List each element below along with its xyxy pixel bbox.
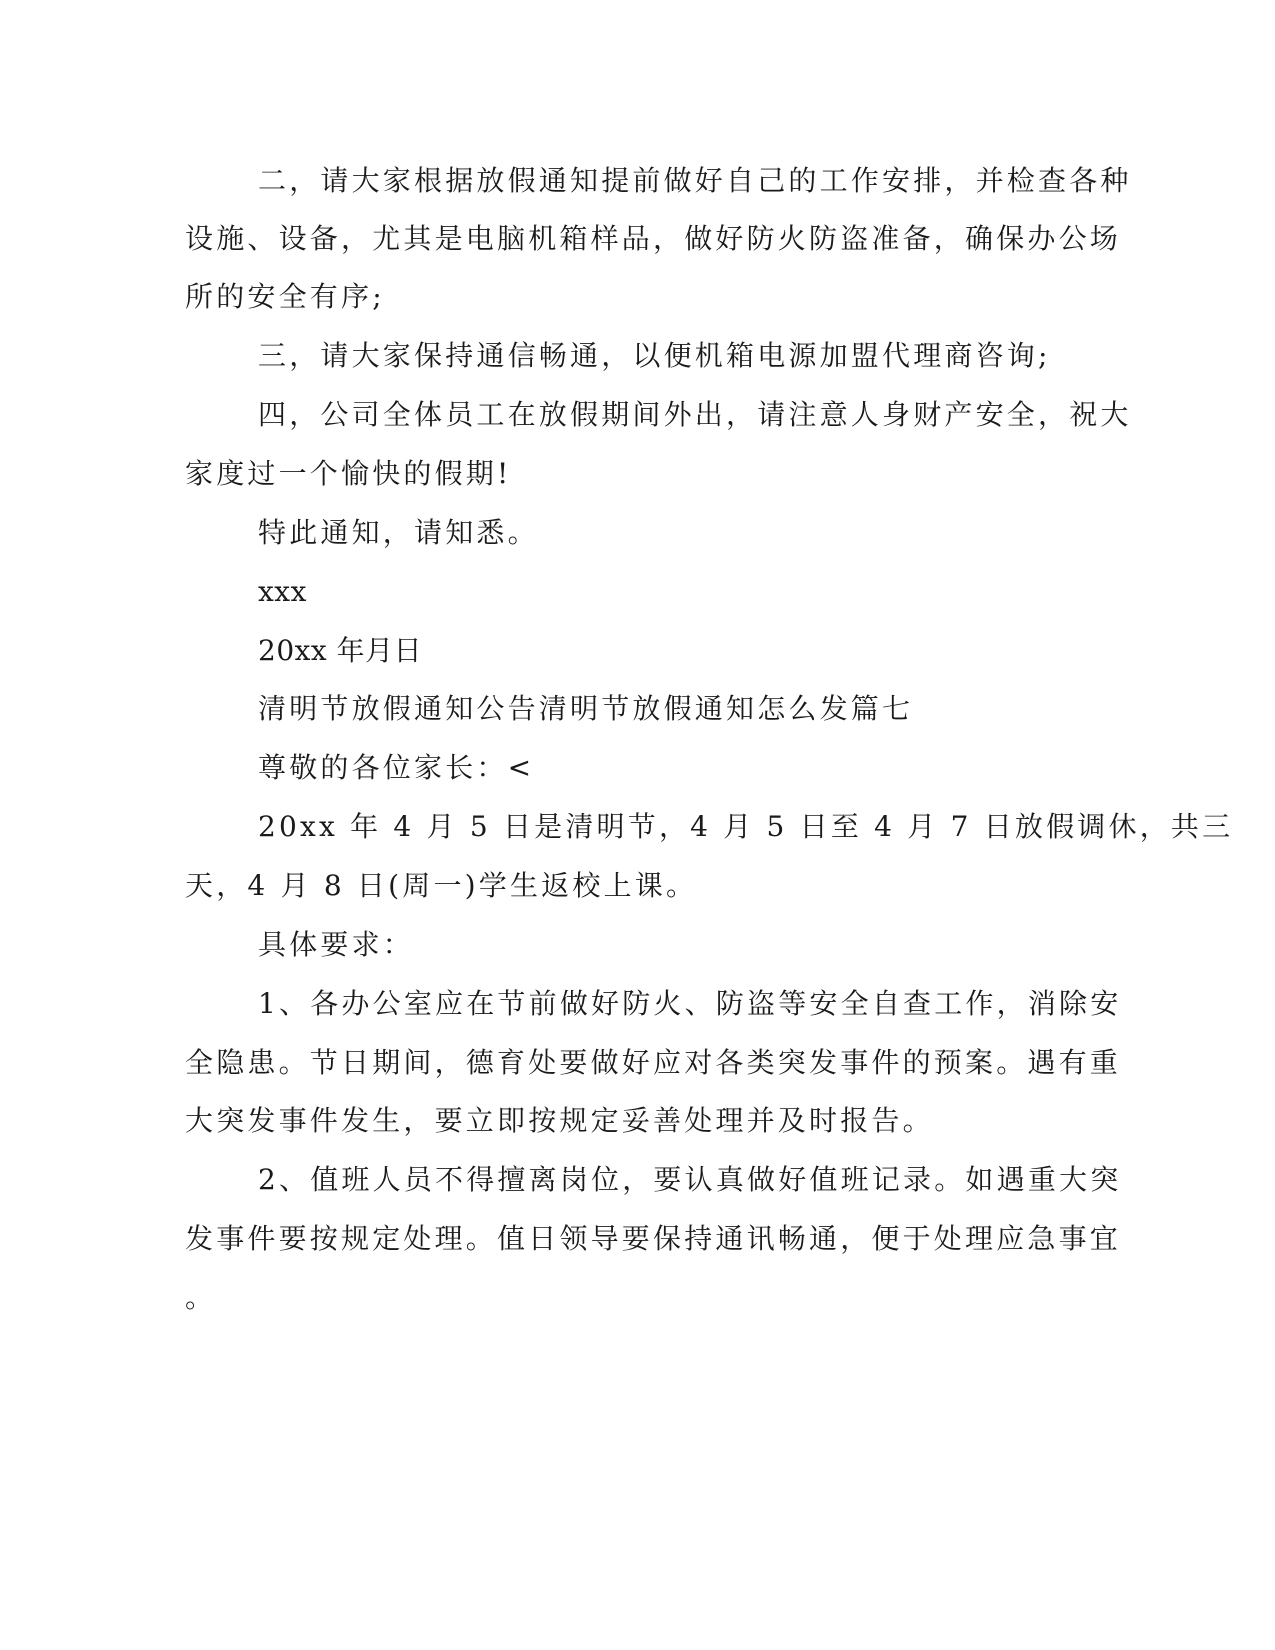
paragraph-four-line-2: 家度过一个愉快的假期! — [185, 457, 512, 490]
paragraph-four-line-1: 四，公司全体员工在放假期间外出，请注意人身财产安全，祝大 — [258, 398, 1132, 431]
requirement-1-line-2: 全隐患。节日期间，德育处要做好应对各类突发事件的预案。遇有重 — [185, 1046, 1122, 1079]
requirement-1-line-1: 1、各办公室应在节前做好防火、防盗等安全自查工作，消除安 — [258, 987, 1122, 1020]
salutation: 尊敬的各位家长：< — [258, 751, 535, 784]
section-heading: 清明节放假通知公告清明节放假通知怎么发篇七 — [258, 692, 914, 725]
signature: xxx — [258, 575, 307, 608]
holiday-dates-line-2: 天，4 月 8 日(周一)学生返校上课。 — [185, 869, 698, 902]
holiday-dates-line-1: 20xx 年 4 月 5 日是清明节，4 月 5 日至 4 月 7 日放假调休，共三 — [258, 810, 1234, 843]
notice-closing: 特此通知，请知悉。 — [258, 516, 539, 549]
requirement-2-line-1: 2、值班人员不得擅离岗位，要认真做好值班记录。如遇重大突 — [258, 1163, 1122, 1196]
requirement-1-line-3: 大突发事件发生，要立即按规定妥善处理并及时报告。 — [185, 1104, 934, 1137]
paragraph-two-line-2: 设施、设备，尤其是电脑机箱样品，做好防火防盗准备，确保办公场 — [185, 222, 1122, 255]
date-line: 20xx 年月日 — [258, 634, 423, 667]
requirement-2-line-3: 。 — [185, 1281, 217, 1314]
requirement-2-line-2: 发事件要按规定处理。值日领导要保持通讯畅通，便于处理应急事宜 — [185, 1222, 1122, 1255]
paragraph-three: 三，请大家保持通信畅通，以便机箱电源加盟代理商咨询; — [258, 339, 1051, 372]
requirements-heading: 具体要求： — [258, 928, 415, 961]
paragraph-two-line-1: 二，请大家根据放假通知提前做好自己的工作安排，并检查各种 — [258, 164, 1132, 197]
paragraph-two-line-3: 所的安全有序; — [185, 280, 385, 313]
